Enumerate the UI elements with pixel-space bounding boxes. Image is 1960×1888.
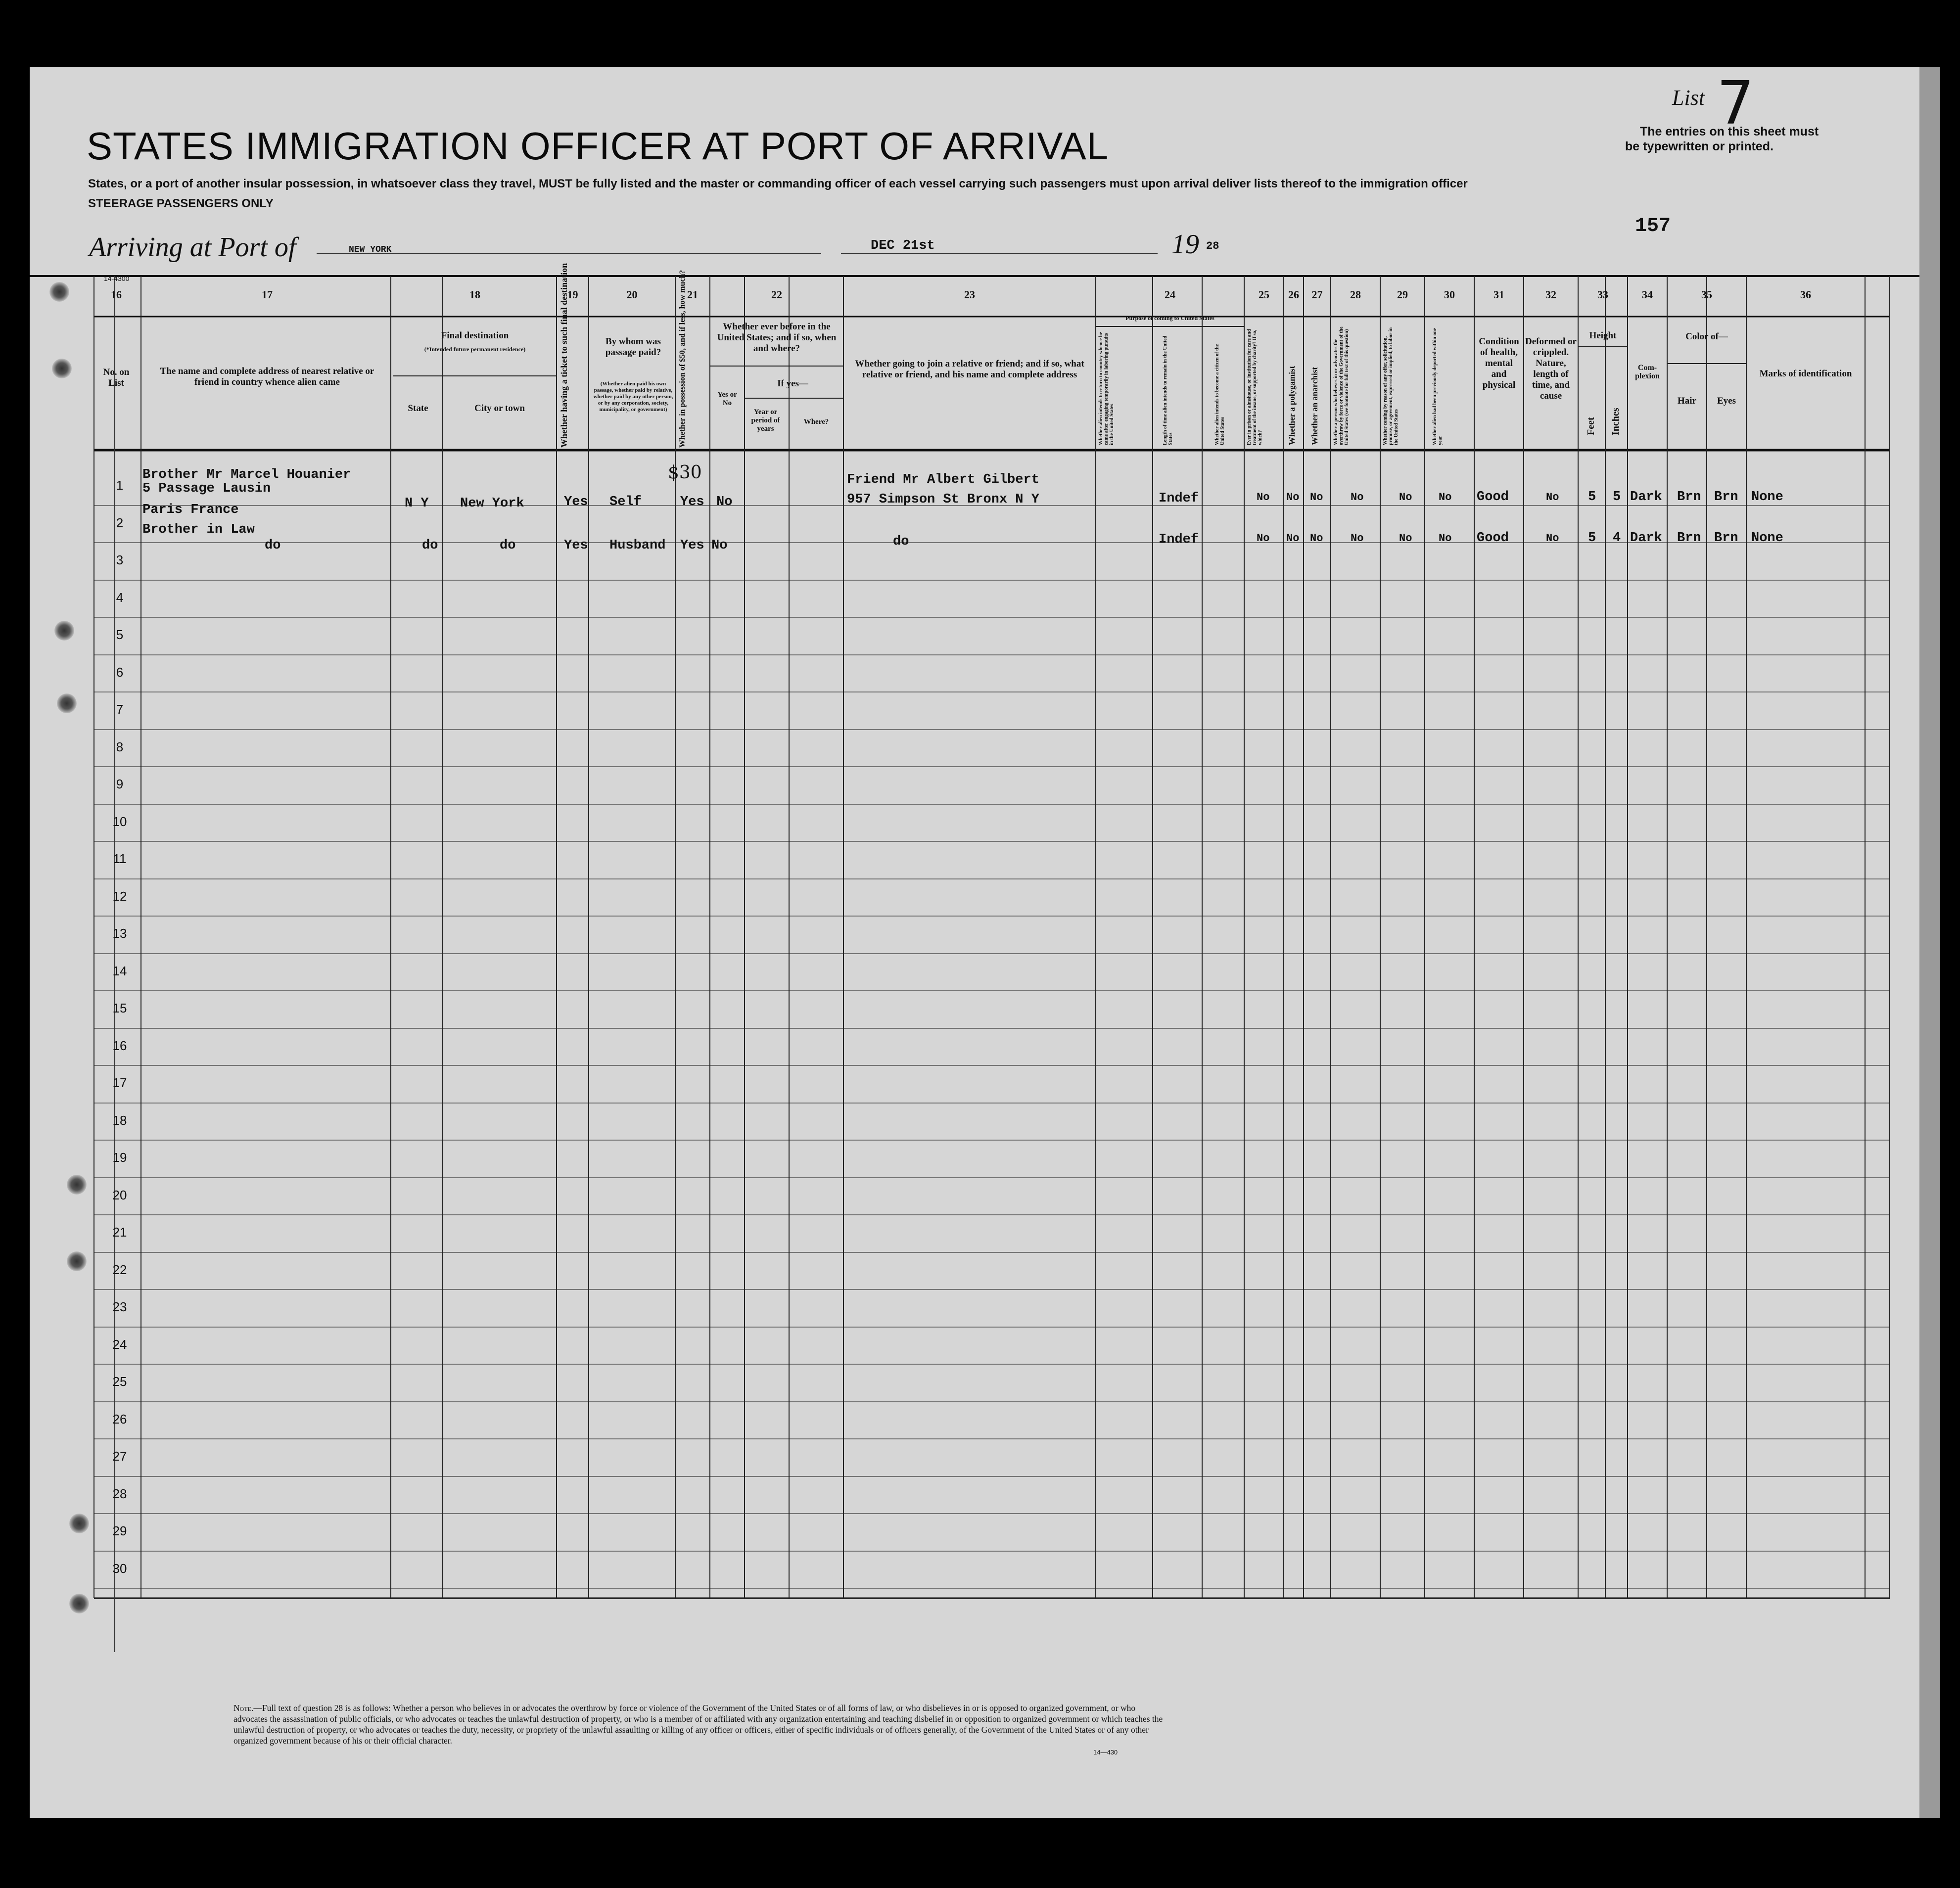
header-money: Whether in possession of $50, and if less, how much? — [678, 270, 687, 448]
entry-1-paid-by: Self — [609, 495, 642, 509]
header-hair: Hair — [1678, 396, 1696, 406]
header-no-on-list: No. on List — [103, 367, 130, 388]
entry-1-overthrow: No — [1351, 491, 1364, 504]
entry-2-paid-by: Husband — [609, 538, 666, 553]
col-number-32: 32 — [1545, 288, 1556, 301]
header-height: Height — [1589, 330, 1617, 341]
col-number-35: 35 — [1701, 288, 1712, 301]
header-complexion: Com-plexion — [1635, 364, 1660, 380]
entry-1-money-note: $30 — [668, 462, 702, 483]
row-number: 12 — [112, 889, 127, 904]
row-number: 18 — [112, 1113, 127, 1128]
header-marks: Marks of identification — [1759, 368, 1852, 379]
header-joining: Whether going to join a relative or friend; and if so, what relative or friend, and his name and complete address — [855, 359, 1084, 380]
row-number: 11 — [113, 851, 127, 866]
form-code: 14-4300 — [104, 275, 130, 282]
col-number-16: 16 — [111, 288, 122, 301]
col-number-34: 34 — [1642, 288, 1653, 301]
footnote — [233, 1703, 1164, 1746]
header-deported: Whether alien had been previously deported within one year — [1432, 328, 1443, 445]
entry-2-hair: Brn — [1677, 531, 1701, 546]
entry-1-state: N Y — [405, 496, 429, 511]
header-color-of: Color of— — [1685, 331, 1728, 342]
year-prefix: 19 — [1171, 229, 1199, 260]
header-feet: Feet — [1586, 417, 1596, 435]
header-if-yes: If yes— — [777, 378, 808, 389]
header-overthrow: Whether a person who believes in or advocates the overthrow by force or violence of the Government of the United States (see footnote for full text of this question) — [1333, 326, 1350, 445]
entry-2-relative-line-1: Brother in Law — [142, 522, 255, 537]
port-name: NEW YORK — [349, 245, 392, 255]
header-purpose-citizen: Whether alien intends to become a citizen of the United States — [1214, 344, 1225, 445]
entry-1-stay: Indef — [1159, 491, 1199, 506]
row-number: 17 — [112, 1075, 127, 1090]
list-number: 7 — [1717, 69, 1755, 138]
row-number: 19 — [112, 1150, 127, 1165]
entry-2-joining: do — [893, 534, 909, 549]
col-number-27: 27 — [1311, 288, 1323, 301]
col-number-29: 29 — [1397, 288, 1408, 301]
row-number: 22 — [112, 1262, 127, 1277]
header-where: Where? — [803, 418, 829, 426]
header-before-us: Whether ever before in the United States; and if so, when and where? — [717, 322, 837, 354]
row-number: 4 — [116, 590, 124, 605]
entry-2-anarchist: No — [1310, 532, 1323, 545]
entry-1-inches: 5 — [1613, 490, 1621, 505]
entry-1-city: New York — [460, 496, 524, 511]
entry-1-money: Yes — [680, 495, 704, 509]
entry-2-deported: No — [1439, 532, 1452, 545]
header-final-destination: Final destination — [441, 330, 509, 341]
entry-2-relative-line-2: do — [265, 538, 281, 553]
entry-1-eyes: Brn — [1714, 490, 1738, 505]
entry-2-eyes: Brn — [1714, 531, 1738, 546]
entry-1-before: No — [716, 495, 733, 509]
row-number: 1 — [116, 478, 124, 493]
col-number-18: 18 — [469, 288, 480, 301]
header-polygamist: Whether a polygamist — [1287, 366, 1297, 445]
row-number: 28 — [112, 1486, 127, 1501]
header-ticket: Whether having a ticket to such final destination — [559, 263, 569, 448]
header-paid-by-note: (Whether alien paid his own passage, whether paid by relative, whether paid by any other person, or by any corporation, society, municipality, or government) — [593, 381, 673, 413]
entry-2-prison: No — [1257, 532, 1270, 545]
header-anarchist: Whether an anarchist — [1310, 367, 1319, 445]
col-number-17: 17 — [262, 288, 273, 301]
col-number-19: 19 — [567, 288, 578, 301]
row-number: 24 — [112, 1337, 127, 1352]
row-number: 7 — [116, 702, 124, 717]
footnote-text: —Full text of question 28 is as follows: Whether a person who believes in or advocates the overthrow by force or violence of the Government of the United States or of all forms of law, or who disbelieves in or is opposed to organized government, or who advocates the assassination of public officials, or who advocates or teaches the unlawful destruction of property, or who is a member of or affiliated with any organization entertaining and teaching disbelief in or opposition to organized government or which teaches the unlawful destruction of property, or who advocates or teaches the duty, necessity, or propriety of the unlawful assaulting or killing of any officer or officers, either of specific individuals or of officers generally, of the Government of the United States or of any other organized government because of his or their official character. — [233, 1703, 1163, 1746]
row-number: 23 — [112, 1299, 127, 1314]
row-number: 27 — [112, 1449, 127, 1464]
entry-1-deformed: No — [1546, 491, 1559, 504]
col-number-21: 21 — [687, 288, 698, 301]
entry-2-stay: Indef — [1159, 532, 1199, 547]
typewritten-note-2: be typewritten or printed. — [1625, 139, 1774, 153]
row-number: 15 — [112, 1001, 127, 1015]
row-number: 6 — [116, 665, 124, 680]
header-city: City or town — [474, 403, 525, 414]
entry-1-prison: No — [1257, 491, 1270, 504]
arriving-label: Arriving at Port of — [89, 232, 296, 263]
row-number: 13 — [112, 926, 127, 941]
col-number-31: 31 — [1493, 288, 1504, 301]
row-number: 14 — [112, 964, 127, 978]
list-label: List — [1672, 86, 1705, 110]
entry-2-polygamist: No — [1286, 532, 1300, 545]
col-number-25: 25 — [1259, 288, 1269, 301]
header-eyes: Eyes — [1717, 396, 1736, 406]
row-number: 30 — [112, 1561, 127, 1576]
entry-1-deported: No — [1439, 491, 1452, 504]
row-number: 10 — [112, 814, 127, 829]
row-number: 16 — [112, 1038, 127, 1053]
entry-2-ticket: Yes — [564, 538, 588, 553]
entry-1-relative-line-2: 5 Passage Lausin — [142, 481, 271, 496]
header-final-destination-note: (*Intended future permanent residence) — [424, 346, 526, 353]
entry-1-marks: None — [1751, 490, 1783, 505]
col-number-30: 30 — [1444, 288, 1455, 301]
header-deformed: Deformed or crippled. Nature, length of time, and cause — [1525, 336, 1577, 401]
footnote-lead: Note. — [233, 1703, 254, 1713]
row-number: 3 — [116, 553, 124, 567]
header-purpose-return: Whether alien intends to return to country whence he came after engaging temporarily in laboring pursuits in the United States — [1098, 332, 1115, 445]
entry-2-city: do — [500, 538, 516, 553]
typewritten-note-1: The entries on this sheet must — [1640, 125, 1819, 138]
entry-1-hair: Brn — [1677, 490, 1701, 505]
col-number-22: 22 — [771, 288, 782, 301]
entry-2-inches: 4 — [1613, 531, 1621, 546]
header-paid-by: By whom was passage paid? — [605, 336, 661, 358]
col-number-33: 33 — [1597, 288, 1608, 301]
header-health: Condition of health, mental and physical — [1479, 336, 1519, 390]
header-inches: Inches — [1610, 408, 1621, 435]
steerage-label: STEERAGE PASSENGERS ONLY — [88, 197, 274, 210]
row-number: 25 — [112, 1374, 127, 1389]
footnote-code: 14—430 — [1093, 1749, 1118, 1756]
entry-2-feet: 5 — [1588, 531, 1596, 546]
entry-1-polygamist: No — [1286, 491, 1300, 504]
col-number-23: 23 — [964, 288, 975, 301]
row-number: 26 — [112, 1412, 127, 1427]
row-number: 8 — [116, 739, 124, 754]
row-number: 21 — [112, 1225, 127, 1240]
entry-1-complexion: Dark — [1630, 490, 1662, 505]
row-number: 20 — [112, 1188, 127, 1202]
entry-1-health: Good — [1477, 490, 1509, 505]
entry-2-before: No — [711, 538, 728, 553]
entry-1-offer: No — [1399, 491, 1412, 504]
year-suffix: 28 — [1206, 240, 1219, 252]
row-number: 2 — [116, 515, 124, 530]
header-purpose-length: Length of time alien intends to remain in the United States — [1163, 335, 1173, 445]
entry-2-overthrow: No — [1351, 532, 1364, 545]
entry-2-money: Yes — [680, 538, 704, 553]
header-year-period: Year or period of years — [751, 408, 780, 433]
entry-1-relative-line-3: Paris France — [142, 503, 239, 517]
entry-1-feet: 5 — [1588, 490, 1596, 505]
header-offer: Whether coming by reason of any offer, solicitation, promise, or agreement, expressed or implied, to labor in the United States — [1383, 327, 1399, 445]
entry-2-marks: None — [1751, 531, 1783, 546]
row-number: 29 — [112, 1523, 127, 1538]
form-subtitle: States, or a port of another insular possession, in whatsoever class they travel, MUST be fully listed and the master or commanding officer of each vessel carrying such passengers must upon arrival deliver lists thereof to the immigration officer — [88, 177, 1468, 190]
entry-1-joining-line-2: 957 Simpson St Bronx N Y — [847, 492, 1039, 507]
entry-1-joining-line-1: Friend Mr Albert Gilbert — [847, 472, 1039, 487]
entry-2-health: Good — [1477, 531, 1509, 546]
col-number-28: 28 — [1350, 288, 1361, 301]
header-prison: Ever in prison or almshouse, or institution for care and treatment of the insane, or supported by charity? If so, which? — [1247, 329, 1263, 445]
header-state: State — [408, 403, 428, 414]
entry-2-state: do — [422, 538, 438, 553]
col-number-26: 26 — [1288, 288, 1299, 301]
row-number: 9 — [116, 777, 124, 791]
arrival-date: DEC 21st — [871, 238, 935, 253]
header-yes-no: Yes or No — [717, 391, 737, 407]
col-number-20: 20 — [626, 288, 638, 301]
row-number: 5 — [116, 627, 124, 642]
header-nearest-relative: The name and complete address of nearest relative or friend in country whence alien came — [160, 366, 374, 387]
entry-1-relative-line-1: Brother Mr Marcel Houanier — [142, 467, 351, 482]
sheet-number: 157 — [1635, 215, 1671, 237]
col-number-24: 24 — [1165, 288, 1175, 301]
entry-1-ticket: Yes — [564, 495, 588, 509]
entry-2-complexion: Dark — [1630, 531, 1662, 546]
entry-1-anarchist: No — [1310, 491, 1323, 504]
form-title: STATES IMMIGRATION OFFICER AT PORT OF ARRIVAL — [87, 124, 1109, 168]
entry-2-offer: No — [1399, 532, 1412, 545]
col-number-36: 36 — [1800, 288, 1811, 301]
header-purpose: Purpose of coming to United States — [1125, 315, 1214, 322]
entry-2-deformed: No — [1546, 532, 1559, 545]
